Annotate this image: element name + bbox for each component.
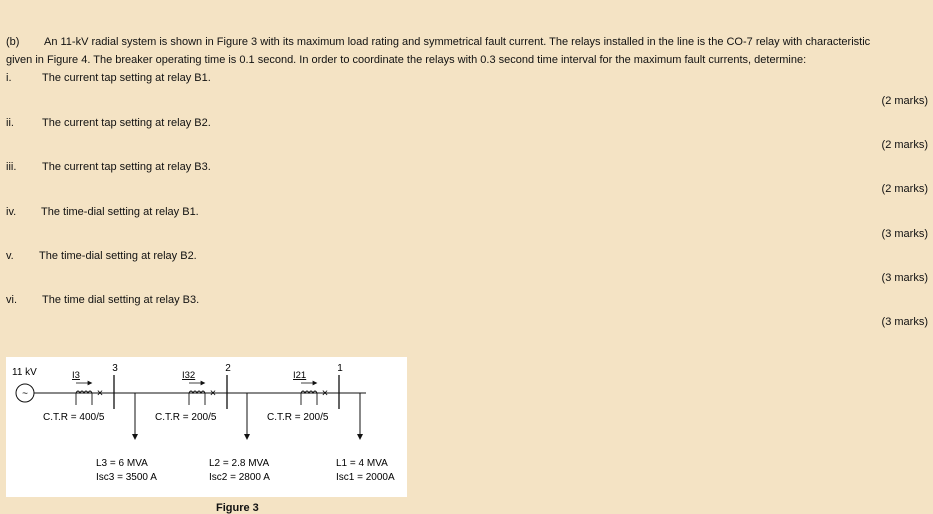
marks-iii: (2 marks) (881, 183, 928, 195)
figure-3-diagram (6, 357, 407, 497)
marks-ii: (2 marks) (881, 139, 928, 151)
item-number: vi. (6, 294, 17, 306)
item-number: iii. (6, 161, 17, 173)
item-text: The current tap setting at relay B3. (42, 161, 211, 173)
question-label: (b) (6, 36, 20, 48)
item-text: The time-dial setting at relay B1. (41, 206, 199, 218)
ctr-label-1: C.T.R = 400/5 (43, 412, 105, 423)
generator-symbol-icon: ~ (22, 388, 28, 400)
current-label-i3: I3 (72, 370, 80, 381)
breaker-icon: × (321, 387, 329, 400)
current-label-i21: I21 (293, 370, 307, 381)
current-label-i32: I32 (182, 370, 196, 381)
marks-v: (3 marks) (881, 272, 928, 284)
breaker-icon: × (96, 387, 104, 400)
marks-iv: (3 marks) (881, 228, 928, 240)
ctr-label-2: C.T.R = 200/5 (155, 412, 217, 423)
question-intro (6, 33, 926, 69)
item-text: The current tap setting at relay B1. (42, 72, 211, 84)
radial-system-diagram (6, 357, 407, 497)
intro-line-2: given in Figure 4. The breaker operating time is 0.1 second. In order to coordinate the relays with 0.3 second time interval for the maximum fault currents, determine: (6, 54, 807, 66)
item-text: The current tap setting at relay B2. (42, 117, 211, 129)
marks-i: (2 marks) (881, 95, 928, 107)
figure-caption: Figure 3 (216, 502, 259, 514)
fault-current-3: Isc3 = 3500 A (96, 472, 157, 483)
load-3: L3 = 6 MVA (96, 458, 148, 469)
breaker-icon: × (209, 387, 217, 400)
fault-current-2: Isc2 = 2800 A (209, 472, 270, 483)
item-text: The time-dial setting at relay B2. (39, 250, 197, 262)
ctr-label-3: C.T.R = 200/5 (267, 412, 329, 423)
intro-line-1: An 11-kV radial system is shown in Figure 3 with its maximum load rating and symmetrical fault current. The relays installed in the line is the CO-7 relay with characteristic (44, 36, 871, 48)
fault-current-1: Isc1 = 2000A (336, 472, 395, 483)
load-2: L2 = 2.8 MVA (209, 458, 270, 469)
source-voltage-label: 11 kV (12, 367, 37, 378)
bus-label-1: 1 (337, 363, 343, 374)
marks-vi: (3 marks) (881, 316, 928, 328)
bus-label-2: 2 (225, 363, 231, 374)
item-number: iv. (6, 206, 17, 218)
load-1: L1 = 4 MVA (336, 458, 388, 469)
item-number: ii. (6, 117, 14, 129)
item-number: v. (6, 250, 14, 262)
item-text: The time dial setting at relay B3. (42, 294, 200, 306)
bus-label-3: 3 (112, 363, 118, 374)
item-number: i. (6, 72, 12, 84)
